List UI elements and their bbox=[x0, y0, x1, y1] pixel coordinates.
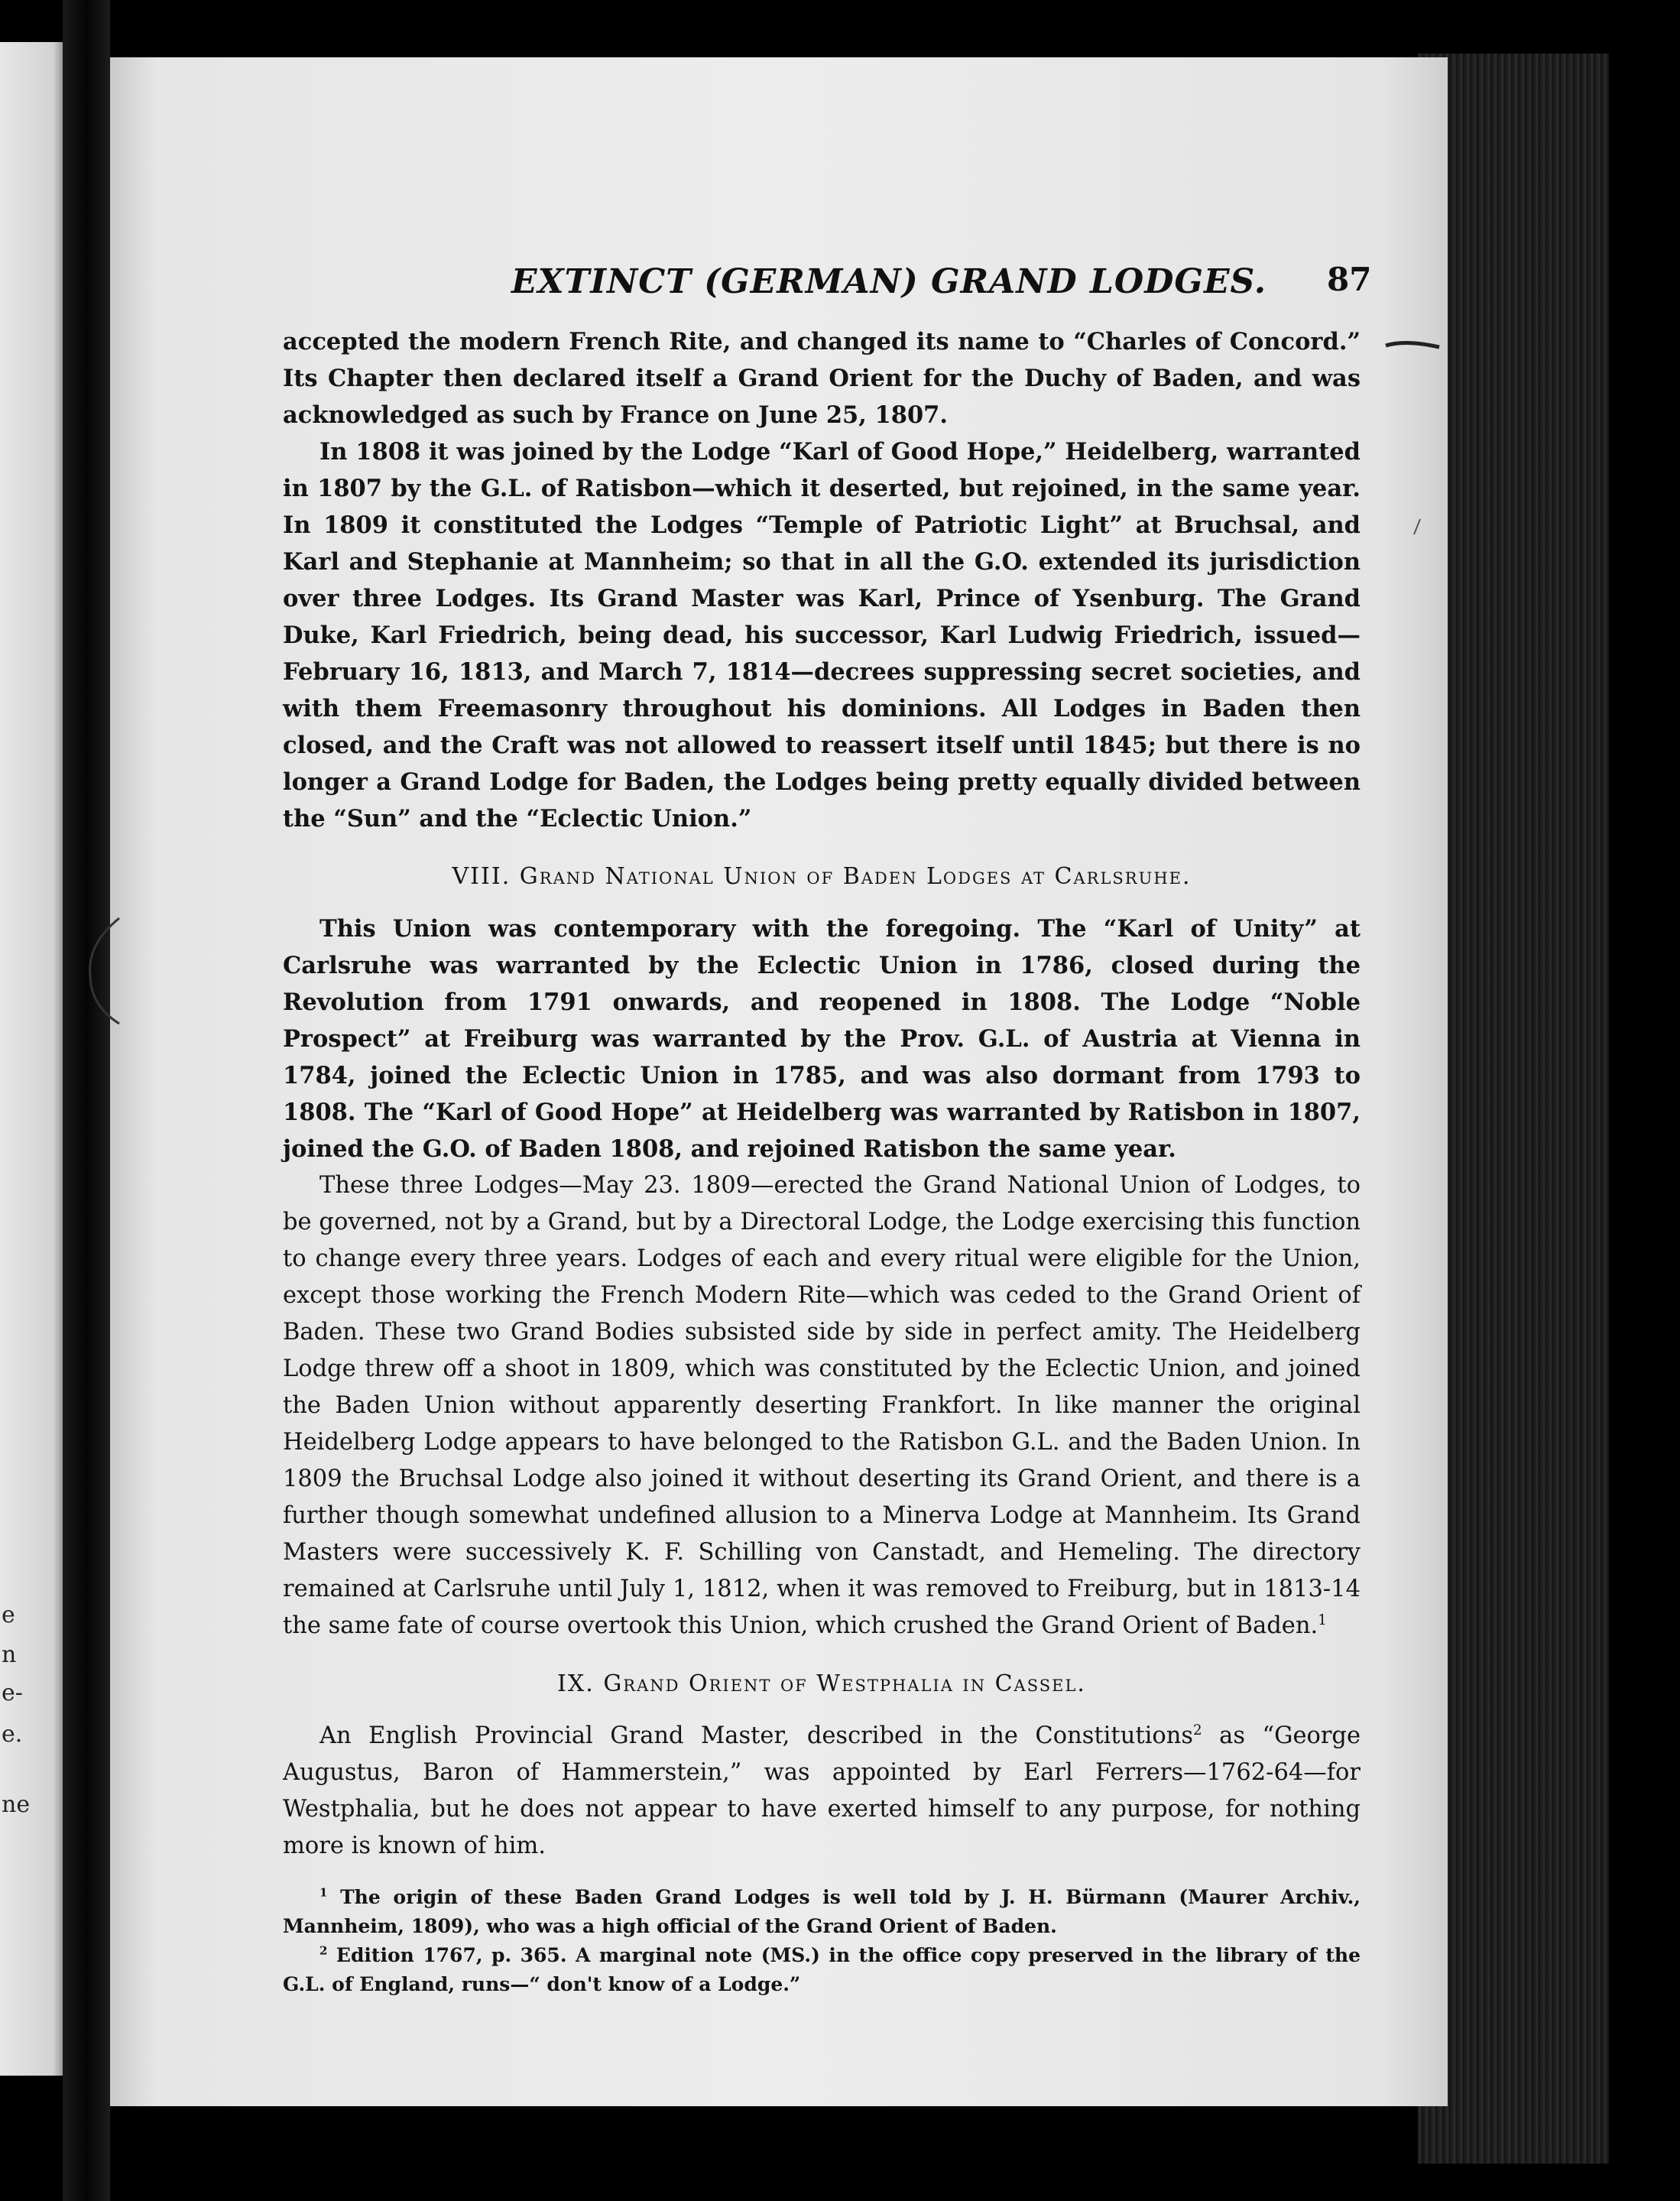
margin-dash-mark bbox=[1383, 329, 1444, 359]
footnote bbox=[283, 1883, 1361, 1941]
footnote-ref: 2 bbox=[1193, 1722, 1202, 1738]
left-page-fragment: e bbox=[2, 1602, 15, 1628]
left-page-fragment: ne bbox=[2, 1791, 31, 1818]
book-gutter bbox=[63, 0, 110, 2201]
footnotes bbox=[283, 1883, 1361, 1999]
paragraph: accepted the modern French Rite, and changed its name to “Charles of Concord.” Its Chapter then declared itself a Grand Orient for the Duchy of Baden, and was acknowledged as such by France on June 25, 1807. bbox=[283, 328, 1361, 429]
footnote-ref: 1 bbox=[1318, 1612, 1327, 1628]
footnote-mark: 2 bbox=[319, 1943, 328, 1958]
footnote-mark: 1 bbox=[319, 1885, 328, 1900]
paragraph: This Union was contemporary with the foregoing. The “Karl of Unity” at Carlsruhe was warranted by the Eclectic Union in 1786, closed during the Revolution from 1791 onwards, and reopened in 1808. The Lodge “Noble Prospect” at Freiburg was warranted by the Prov. G.L. of Austria at Vienna in 1784, joined the Eclectic Union in 1785, and was also dormant from 1793 to 1808. The “Karl of Good Hope” at Heidelberg was warranted by Ratisbon in 1807, joined the G.O. of Baden 1808, and rejoined Ratisbon the same year. bbox=[283, 915, 1361, 1163]
left-page-fragment: e. bbox=[2, 1721, 23, 1748]
section-heading: IX. Grand Orient of Westphalia in Cassel. bbox=[557, 1670, 1086, 1697]
margin-tick-mark bbox=[1409, 516, 1425, 539]
body-text bbox=[283, 323, 1361, 1999]
running-head: EXTINCT (GERMAN) GRAND LODGES. bbox=[511, 262, 1267, 301]
page-number: 87 bbox=[1327, 261, 1372, 298]
left-page-fragment: e- bbox=[2, 1680, 23, 1706]
margin-bracket-mark bbox=[79, 914, 125, 1028]
page bbox=[110, 57, 1448, 2106]
footnote-text: Edition 1767, p. 365. A marginal note (MS.) in the office copy preserved in the library of the G.L. of England, runs—“ don't know of a Lodge.” bbox=[283, 1944, 1361, 1995]
paragraph-text: These three Lodges—May 23. 1809—erected the Grand National Union of Lodges, to be governed, not by a Grand, but by a Directoral Lodge, the Lodge exercising this function to change every three years. Lodges of each and every ritual were eligible for the Union, except those working the French Modern Rite—which was ceded to the Grand Orient of Baden. These two Grand Bodies subsisted side by side in perfect amity. The Heidelberg Lodge threw off a shoot in 1809, which was constituted by the Eclectic Union, and joined the Baden Union without apparently deserting Frankfort. In like manner the original Heidelberg Lodge appears to have belonged to the Ratisbon G.L. and the Baden Union. In 1809 the Bruchsal Lodge also joined it without deserting its Grand Orient, and there is a further though somewhat undefined allusion to a Minerva Lodge at Mannheim. Its Grand Masters were successively K. F. Schilling von Canstadt, and Hemeling. The directory remained at Carlsruhe until July 1, 1812, when it was removed to Freiburg, but in 1813-14 the same fate of course overtook this Union, which crushed the Grand Orient of Baden. bbox=[283, 1172, 1361, 1639]
footnote-text: The origin of these Baden Grand Lodges is well told by J. H. Bürmann (Maurer Archiv., Mannheim, 1809), who was a high official of the Grand Orient of Baden. bbox=[283, 1886, 1361, 1937]
paragraph-text: as “George Augustus, Baron of Hammerstein,” was appointed by Earl Ferrers—1762-64—for Westphalia, but he does not appear to have exerted himself to any purpose, for nothing more is known of him. bbox=[283, 1722, 1361, 1859]
paragraph-text: An English Provincial Grand Master, described in the Constitutions bbox=[319, 1722, 1194, 1749]
section-heading: VIII. Grand National Union of Baden Lodges at Carlsruhe. bbox=[452, 863, 1192, 890]
paragraph bbox=[283, 1718, 1361, 1865]
left-page-fragment: n bbox=[2, 1641, 17, 1668]
paragraph: In 1808 it was joined by the Lodge “Karl of Good Hope,” Heidelberg, warranted in 1807 by the G.L. of Ratisbon—which it deserted, but rejoined, in the same year. In 1809 it constituted the Lodges “Temple of Patriotic Light” at Bruchsal, and Karl and Stephanie at Mannheim; so that in all the G.O. extended its jurisdiction over three Lodges. Its Grand Master was Karl, Prince of Ysenburg. The Grand Duke, Karl Friedrich, being dead, his successor, Karl Ludwig Friedrich, issued—February 16, 1813, and March 7, 1814—decrees suppressing secret societies, and with them Freemasonry throughout his dominions. All Lodges in Baden then closed, and the Craft was not allowed to reassert itself until 1845; but there is no longer a Grand Lodge for Baden, the Lodges being pretty equally divided between the “Sun” and the “Eclectic Union.” bbox=[283, 438, 1361, 833]
footnote bbox=[283, 1941, 1361, 1999]
paragraph bbox=[283, 1167, 1361, 1644]
left-page-sliver bbox=[0, 42, 63, 2076]
